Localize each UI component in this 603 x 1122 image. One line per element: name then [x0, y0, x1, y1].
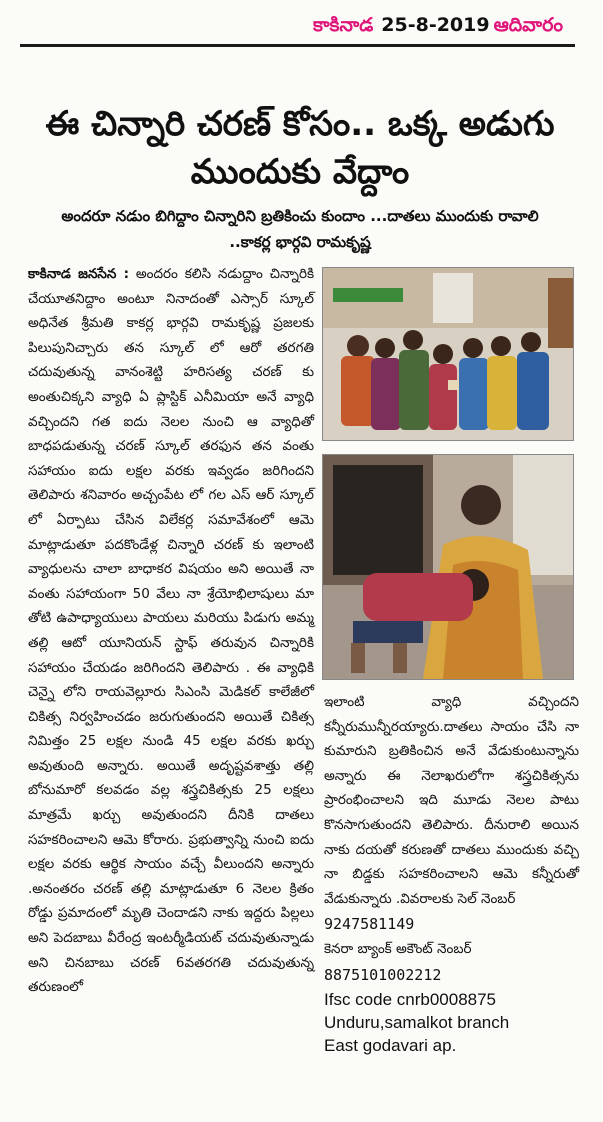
- photo-mother-and-son-image: [323, 455, 573, 679]
- article-text-left: అందరం కలిసి నడుద్దాం చిన్నారికి చేయూతనిద్దాం అంటూ నినాదంతో ఎస్సార్ స్కూల్ అధినేత శ్రీమతి కాకర్ల భార్గవి రామకృష్ణ ప్రజలకు పిలుపునిచ్చారు తన స్కూల్ లో ఆరో తరగతి చదువుతున్న వానంశెట్టి హరిసత్య చరణ్ కు అంతుచిక్కని వ్యాధి ఏ ప్లాస్టిక్ ఎనీమియా అనే వ్యాధి వచ్చిందని గత ఐదు నెలల నుంచి ఆ వ్యాధితో బాధపడుతున్న చరణ్ స్కూల్ తరఫున తన వంతు సహాయం ఐదు లక్షల వరకు ఇవ్వడం జరిగిందని తెలిపారు శనివారం అచ్చంపేట లో గల ఎస్ ఆర్ స్కూల్ లో ఏర్పాటు చేసిన విలేకర్ల సమావేశంలో ఆమె మాట్లాడుతూ పదకొండేళ్ల చిన్నారి చరణ్ కు ఇలాంటి వ్యాధులను చాలా బాధాకర విషయం అని అయితే నా వంతు సహాయంగా 50 వేలు నా శ్రేయోభిలాషులు మా తోటి ఉపాధ్యాయులు పాయలు మరియు పిడుగు అమ్మ తల్లి ఆటో యూనియన్ స్టాఫ్ తరువున చిన్నారికి సహాయం చేయడం జరిగిందని తెలిపారు . ఈ వ్యాధికి చెన్నై లోని రాయవెల్లూరు సిఎంసి మెడికల్ కాలేజీలో చికిత్స నిర్వహించడం జరుగుతుందని అయితే చికిత్స నిమిత్తం 25 లక్షల నుండి 45 లక్షల వరకు ఖర్చు అవుతుంది అన్నారు. అయితే అదృష్టవశాత్తు తల్లి బోనుమారో కలవడం వల్ల శస్త్రచికిత్సకు 25 లక్షలు మాత్రమే ఖర్చు అవుతుందని దీనికి దాతలు సహకరించాలని ఆమె కోరారు. ప్రభుత్వాన్ని నుంచి ఐదు లక్షల వరకు ఆర్థిక సాయం వచ్చే వీలుందని అన్నారు .అనంతరం చరణ్ తల్లి మాట్లాడుతూ 6 నెలల క్రితం రోడ్డు ప్రమాదంలో మృతి చెందాడని నాకు ఇద్దరు పిల్లలు అని పెదబాబు వీరేంద్ర ఇంటర్మీడియట్ చదువుతున్నాడు అని చినబాబు చరణ్ 6వతరగతి చదువుతున్న తరుణంలో: [28, 266, 314, 996]
- article-right-column: [324, 690, 579, 1057]
- photo-donation-group-image: [323, 268, 573, 440]
- headline: ఈ చిన్నారి చరణ్ కోసం.. ఒక్క అడుగు ముందుకు వేద్దాం: [45, 104, 555, 192]
- dateline-day: ఆదివారం: [493, 14, 563, 36]
- account-label: కెనరా బ్యాంక్ అకౌంట్ నెంబర్: [324, 941, 472, 958]
- article-body-left: [28, 262, 314, 1000]
- article-kicker: కాకినాడ జనసేన :: [28, 266, 130, 282]
- bank-branch: Unduru,samalkot branch: [324, 1012, 510, 1032]
- dateline-date: 25-8-2019: [381, 14, 490, 36]
- article-left-column: [28, 262, 314, 1000]
- subheadline: అందరూ నడుం బిగిద్దాం చిన్నారిని బ్రతికించు కుందాం ...దాతలు ముందుకు రావాలి ..కాకర్ల భార్గవి రామకృష్ణ: [61, 207, 539, 251]
- header-rule: [20, 44, 575, 47]
- photo-mother-and-son: [322, 454, 574, 680]
- dateline-city: కాకినాడ: [312, 14, 374, 36]
- ifsc-code: Ifsc code cnrb0008875: [324, 989, 497, 1009]
- article-text-right: ఇలాంటి వ్యాధి వచ్చిందని కన్నీరుమున్నీరయ్యారు.దాతలు సాయం చేసి నా కుమారుని బ్రతికించిన అనే వేడుకుంటున్నాను అన్నారు ఈ నెలాఖరులోగా శస్త్రచికిత్సను ప్రారంభించాలని ఇది మూడు నెలల పాటు కొనసాగుతుందని తెలిపారు. దీనురాలి అయిన నాకు దయతో కరుణతో దాతలు ముందుకు వచ్చి నా బిడ్డకు సహకరించాలని ఆమె కన్నీరుతో వేడుకున్నారు .వివరాలకు సెల్ నెంబర్: [324, 694, 579, 907]
- photo-donation-group: [322, 267, 574, 441]
- dateline: [313, 14, 563, 41]
- bank-region: East godavari ap.: [324, 1035, 457, 1055]
- phone-number: 9247581149: [324, 915, 415, 934]
- account-number: 8875101002212: [324, 965, 442, 984]
